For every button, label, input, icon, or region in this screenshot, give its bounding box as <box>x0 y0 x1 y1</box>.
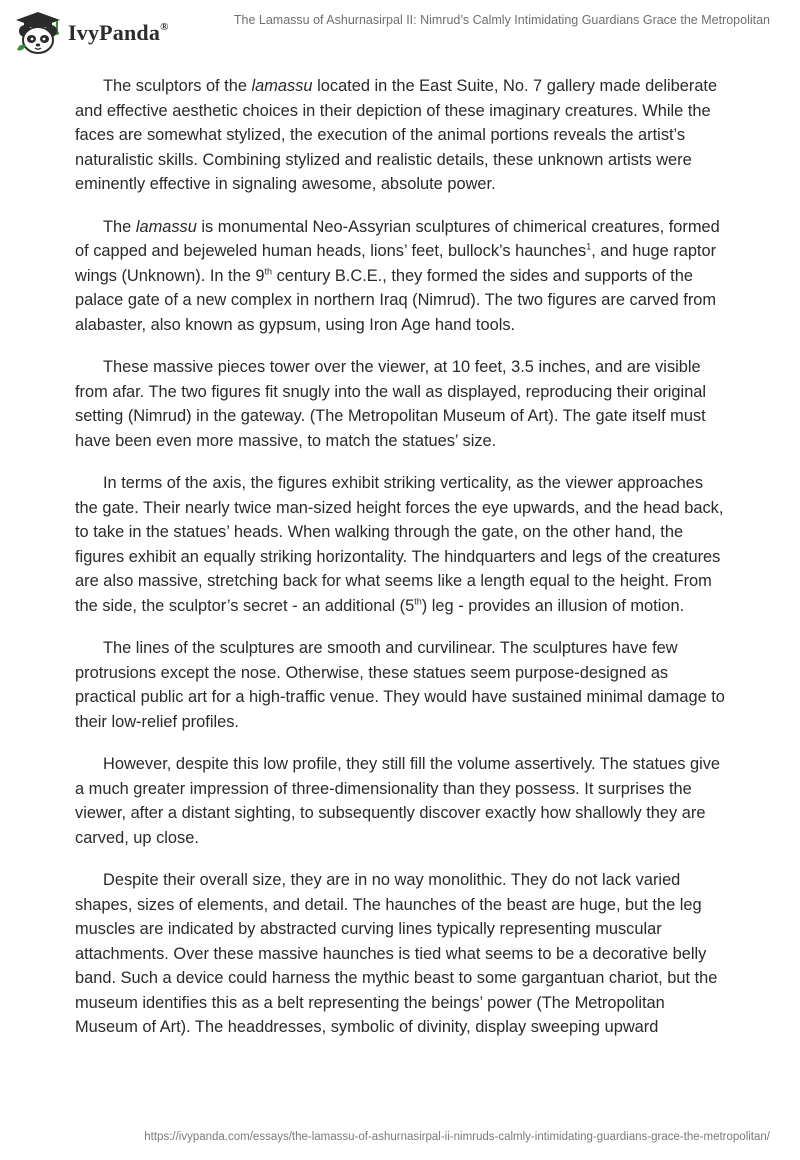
footnote-ref[interactable]: 1 <box>586 241 592 252</box>
paragraph-7: Despite their overall size, they are in no way monolithic. They do not lack varied shapes, sizes of elements, and detail. The haunches of the beast are huge, but the leg muscles are indicated by abstracted curving lines typically representing muscular attachments. Over these massive haunches is tied what seems to be a decorative belly band. Such a device could harness the mythic beast to some gargantuan chariot, but the museum identifies this as a belt representing the beings’ power (The Metropolitan Museum of Art). The headdresses, symbolic of divinity, display sweeping upward <box>75 871 718 1036</box>
paragraph-4: In terms of the axis, the figures exhibit striking verticality, as the viewer approaches the gate. Their nearly twice man-sized height forces the eye upwards, and the head back, to take in the statues’ heads. When walking through the gate, on the other hand, the figures exhibit an equally striking horizontality. The hindquarters and legs of the creatures are also massive, stretching back for what seems like a length equal to the height. From the side, the sculptor’s secret - an additional (5th) leg - provides an illusion of motion. <box>75 474 724 615</box>
page-header <box>0 0 800 70</box>
paragraph-1: The sculptors of the lamassu located in the East Suite, No. 7 gallery made deliberate and effective aesthetic choices in their depiction of these imaginary creatures. While the faces are somewhat stylized, the execution of the animal portions reveals the artist’s naturalistic skills. Combining stylized and realistic details, these unknown artists were eminently effective in signaling awesome, absolute power. <box>75 77 718 193</box>
ivypanda-logo[interactable] <box>14 10 169 56</box>
paragraph-3: These massive pieces tower over the viewer, at 10 feet, 3.5 inches, and are visible from afar. The two figures fit snugly into the wall as displayed, reproducing their original setting (Nimrud) in the gateway. (The Metropolitan Museum of Art). The gate itself must have been even more massive, to match the statues’ size. <box>75 358 707 450</box>
panda-graduate-icon <box>14 10 62 56</box>
paragraph-6: However, despite this low profile, they still fill the volume assertively. The statues give a much greater impression of three-dimensionality than they possess. It surprises the viewer, after a distant sighting, to subsequently discover exactly how shallowly they are carved, up close. <box>75 755 721 847</box>
document-title: The Lamassu of Ashurnasirpal II: Nimrud’s Calmly Intimidating Guardians Grace the Metropolitan <box>233 13 770 27</box>
paragraph-5: The lines of the sculptures are smooth and curvilinear. The sculptures have few protrusions except the nose. Otherwise, these statues seem purpose-designed as practical public art for a high-traffic venue. They would have sustained minimal damage to their low-relief profiles. <box>75 639 725 731</box>
paragraph-2: The lamassu is monumental Neo-Assyrian sculptures of chimerical creatures, formed of capped and bejeweled human heads, lions’ feet, bullock’s haunches$^1$, and huge raptor wings (Unknown). In the 9th century B.C.E., they formed the sides and supports of the palace gate of a new complex in northern Iraq (Nimrud). The two figures are carved from alabaster, also known as gypsum, using Iron Age hand tools. <box>75 217 720 334</box>
essay-body <box>75 74 730 1058</box>
source-url[interactable]: https://ivypanda.com/essays/the-lamassu-of-ashurnasirpal-ii-nimruds-calmly-intimidating-guardians-grace-the-metropolitan/ <box>144 1131 770 1143</box>
brand-name: IvyPanda® <box>68 20 169 45</box>
